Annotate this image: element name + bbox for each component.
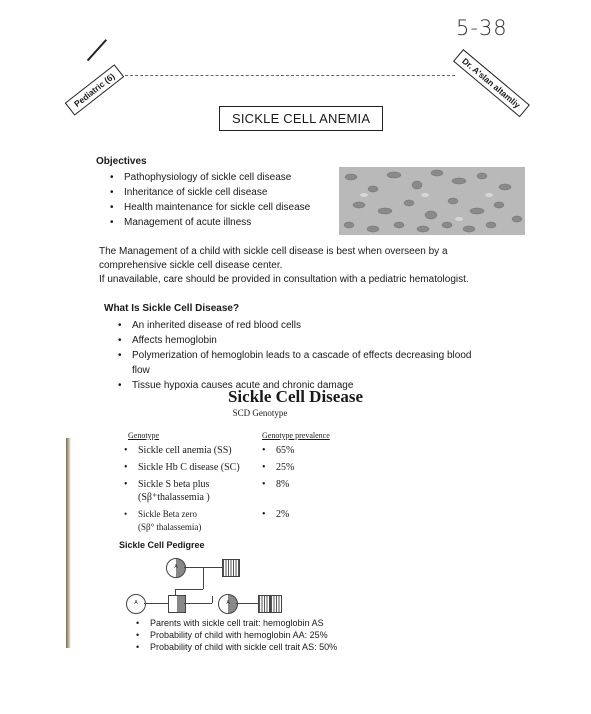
scd-subtitle: SCD Genotype bbox=[232, 408, 288, 418]
objectives-list bbox=[124, 170, 310, 230]
prevalence-value: • 2% bbox=[276, 508, 294, 521]
pedigree-female-unaffected: A bbox=[126, 594, 146, 614]
pedigree-heading: Sickle Cell Pedigree bbox=[119, 540, 205, 550]
list-item: • Inheritance of sickle cell disease bbox=[124, 185, 310, 200]
pedigree-line bbox=[236, 603, 258, 604]
pedigree-line bbox=[175, 589, 203, 590]
scan-edge-shadow bbox=[66, 438, 71, 648]
pedigree-female-carrier: A bbox=[218, 594, 238, 614]
list-item: • Parents with sickle cell trait: hemoglobin AS bbox=[150, 617, 337, 629]
table-row: • Sickle S beta plus bbox=[138, 478, 240, 491]
pedigree-male-affected bbox=[258, 595, 270, 613]
intro-line: If unavailable, care should be provided in consultation with a pediatric hematologist. bbox=[99, 274, 469, 285]
table-row: • Sickle Hb C disease (SC) bbox=[138, 461, 240, 474]
blood-smear-image bbox=[339, 167, 525, 235]
prevalence-value: • 65% bbox=[276, 444, 294, 457]
intro-line: comprehensive sickle cell disease center. bbox=[99, 260, 283, 271]
prevalence-value: • 25% bbox=[276, 461, 294, 474]
list-item: • Pathophysiology of sickle cell disease bbox=[124, 170, 310, 185]
author-tab: Dr. A'slan altamliy bbox=[453, 49, 530, 117]
pen-mark bbox=[87, 39, 107, 61]
what-is-list bbox=[132, 318, 492, 393]
pedigree-female-carrier: A bbox=[166, 558, 186, 578]
intro-line: The Management of a child with sickle cell disease is best when overseen by a bbox=[99, 246, 448, 257]
pedigree-list bbox=[150, 617, 337, 653]
table-row: • Sickle Beta zero bbox=[138, 508, 240, 521]
list-item: • Probability of child with sickle cell trait AS: 50% bbox=[150, 641, 337, 653]
page-number: 5-38 bbox=[456, 16, 508, 40]
course-tab: Pediatric (6) bbox=[65, 64, 124, 115]
list-item: • An inherited disease of red blood cells bbox=[132, 318, 492, 333]
pedigree-line bbox=[144, 603, 168, 604]
pedigree-line bbox=[184, 603, 212, 604]
page-title: SICKLE CELL ANEMIA bbox=[219, 106, 383, 131]
table-row-sub: (Sβ° thalassemia) bbox=[138, 522, 202, 532]
list-item: • Probability of child with hemoglobin AA: 25% bbox=[150, 629, 337, 641]
table-row-sub: (Sβ⁺thalassemia ) bbox=[138, 492, 210, 503]
pedigree-male-affected bbox=[222, 559, 240, 577]
prevalence-value: • 8% bbox=[276, 478, 294, 491]
list-item: • Tissue hypoxia causes acute and chronic damage bbox=[132, 378, 492, 393]
list-item: • Affects hemoglobin bbox=[132, 333, 492, 348]
objectives-heading: Objectives bbox=[96, 156, 147, 167]
list-item: • Management of acute illness bbox=[124, 215, 310, 230]
list-item: • Health maintenance for sickle cell disease bbox=[124, 200, 310, 215]
pedigree-male-affected bbox=[270, 595, 282, 613]
what-is-heading: What Is Sickle Cell Disease? bbox=[104, 303, 240, 314]
genotype-list bbox=[138, 444, 240, 534]
genotype-column-header: Genotype bbox=[128, 431, 160, 440]
header-rule bbox=[120, 75, 455, 76]
pedigree-male-carrier bbox=[168, 595, 186, 613]
intro-paragraph bbox=[99, 245, 519, 287]
list-item: • Polymerization of hemoglobin leads to a cascade of effects decreasing blood flow bbox=[132, 348, 482, 378]
prevalence-column-header: Genotype prevalence bbox=[262, 431, 330, 440]
scd-title: Sickle Cell Disease bbox=[227, 387, 364, 406]
pedigree-line bbox=[212, 596, 213, 603]
pedigree-line bbox=[203, 567, 204, 589]
table-row: • Sickle cell anemia (SS) bbox=[138, 444, 240, 457]
prevalence-list bbox=[276, 444, 294, 521]
